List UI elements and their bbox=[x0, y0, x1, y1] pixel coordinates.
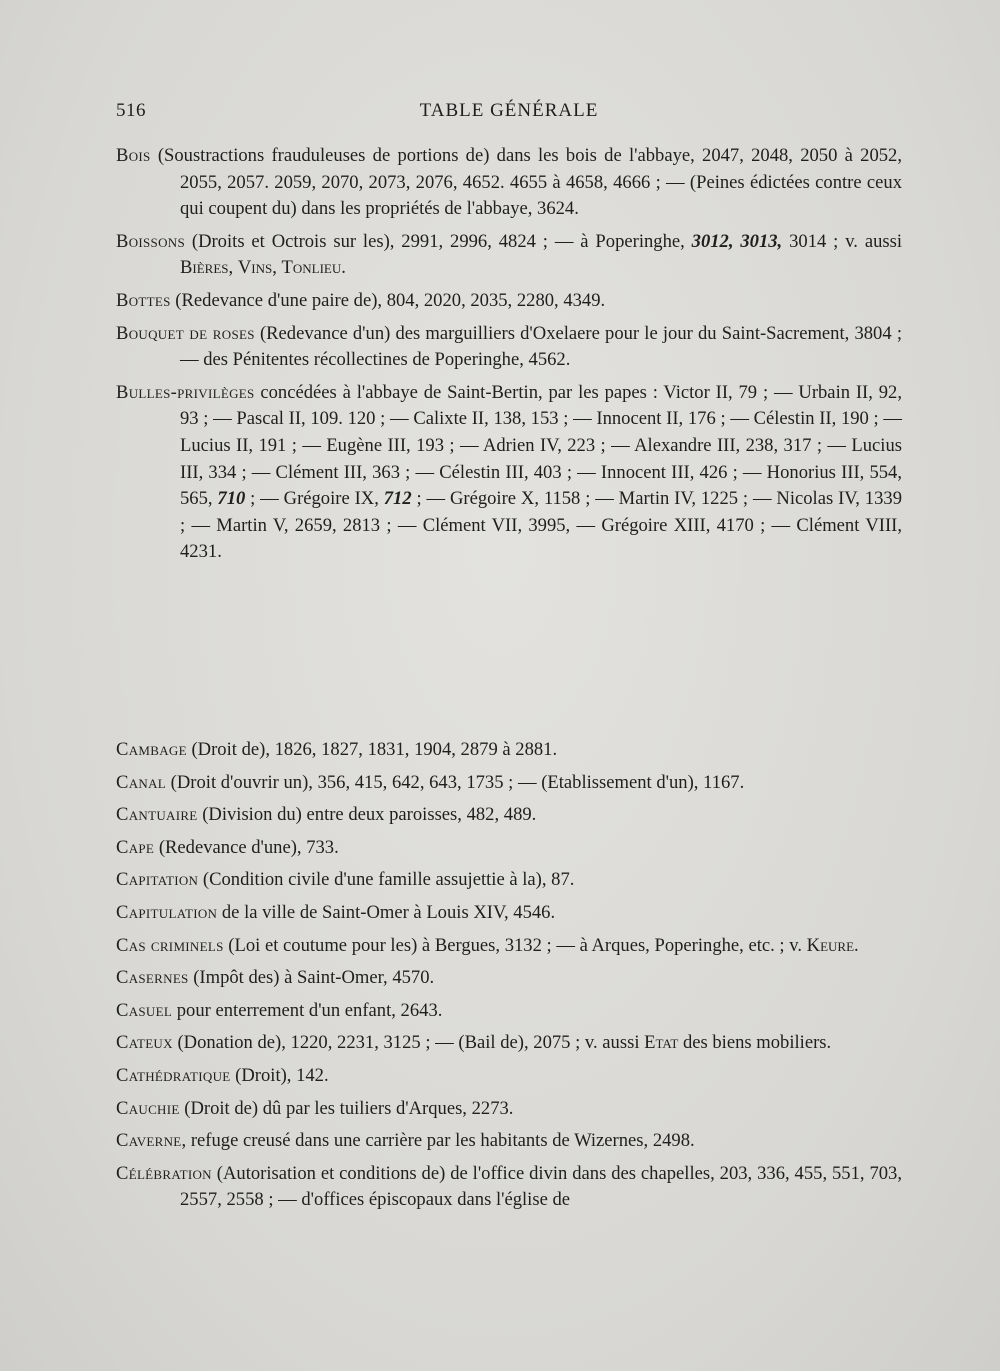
entry-text: (Condition civile d'une famille assujettie à la), 87. bbox=[198, 869, 575, 891]
entry-head: Boissons bbox=[116, 230, 185, 252]
entry-head: Canal bbox=[116, 771, 167, 793]
index-entry-bulles-privileges bbox=[116, 380, 902, 566]
entry-head: Cape bbox=[116, 836, 155, 858]
entry-head: Capitation bbox=[116, 869, 199, 891]
index-entry-bouquet-de-roses bbox=[116, 321, 902, 374]
entry-text: (Donation de), 1220, 2231, 3125 ; — (Bail de), 2075 ; v. aussi bbox=[172, 1032, 645, 1054]
entry-text: ; — Grégoire X, 1158 ; — Martin IV, 1225 ; — Nicolas IV, 1339 ; — Martin V, 2659, 2813 ; — Clément VII, 3995, — Grégoire XIII, 4170 ; — Clément VIII, 4231. bbox=[180, 488, 902, 563]
cross-reference: Tonlieu bbox=[281, 257, 342, 279]
index-entry-cantuaire bbox=[116, 802, 902, 829]
page-number: 516 bbox=[116, 100, 146, 121]
index-entry-cas-criminels bbox=[116, 933, 902, 960]
entry-text: (Soustractions frauduleuses de portions de) dans les bois de l'abbaye, 2047, 2048, 2050 à 2052, 2055, 2057. 2059, 2070, 2073, 2076, 4652. 4655 à 4658, 4666 ; — (Peines édictées contre ceux qui coupent du) dans les propriétés de l'abbaye, 3624. bbox=[150, 145, 902, 220]
index-entry-cambage bbox=[116, 737, 902, 764]
entry-text: ; — Grégoire IX, bbox=[245, 488, 384, 510]
entry-italic-ref: 712 bbox=[383, 488, 412, 510]
entry-head: Bois bbox=[116, 145, 151, 166]
entry-head: Cantuaire bbox=[116, 804, 198, 826]
entry-text: de la ville de Saint-Omer à Louis XIV, 4546. bbox=[217, 901, 556, 923]
entry-head: Caverne bbox=[116, 1130, 182, 1152]
entry-head: Casuel bbox=[116, 999, 173, 1021]
entry-head: Cateux bbox=[116, 1032, 173, 1054]
running-title: TABLE GÉNÉRALE bbox=[419, 100, 599, 121]
index-entry-cape bbox=[116, 835, 902, 862]
entry-head: Casernes bbox=[116, 967, 189, 989]
index-entry-boissons bbox=[116, 229, 902, 282]
entry-text: (Droit), 142. bbox=[230, 1064, 329, 1086]
entry-text: (Droit de), 1826, 1827, 1831, 1904, 2879 à 2881. bbox=[186, 739, 558, 760]
entry-text: 3014 ; v. aussi bbox=[782, 230, 903, 252]
entry-text: des biens mobiliers. bbox=[678, 1032, 832, 1054]
entry-head: Cathédratique bbox=[116, 1064, 231, 1086]
entry-head: Capitulation bbox=[116, 901, 218, 923]
entry-text: (Droit de) dû par les tuiliers d'Arques, 2273. bbox=[179, 1097, 514, 1119]
entry-text: (Autorisation et conditions de) de l'office divin dans des chapelles, 203, 336, 455, 551, 703, 2557, 2558 ; — d'offices épiscopaux dans l'église de bbox=[180, 1162, 902, 1211]
index-entry-canal bbox=[116, 770, 902, 797]
cross-reference: Vins bbox=[237, 257, 273, 279]
index-entry-caverne bbox=[116, 1128, 902, 1155]
index-entry-bottes bbox=[116, 288, 902, 315]
entry-head: Cambage bbox=[116, 739, 187, 760]
index-entry-capitation bbox=[116, 867, 902, 894]
entry-italic-ref: 710 bbox=[217, 488, 246, 510]
entry-italic-ref: 3012, 3013, bbox=[691, 230, 783, 252]
entry-text: (Loi et coutume pour les) à Bergues, 3132 ; — à Arques, Poperinghe, etc. ; v. bbox=[223, 934, 807, 956]
entry-head: Cas criminels bbox=[116, 934, 224, 956]
entry-head: Bulles-privilèges bbox=[116, 381, 255, 403]
cross-reference: Etat bbox=[644, 1032, 679, 1054]
entry-text: (Redevance d'une paire de), 804, 2020, 2035, 2280, 4349. bbox=[170, 289, 606, 311]
entry-text: (Division du) entre deux paroisses, 482, 489. bbox=[197, 804, 537, 826]
entry-head: Bouquet de roses bbox=[116, 322, 255, 344]
entry-text: . bbox=[341, 257, 346, 279]
entry-text: (Droit d'ouvrir un), 356, 415, 642, 643, 1735 ; — (Etablissement d'un), 1167. bbox=[166, 771, 745, 793]
cross-reference: Bières bbox=[180, 257, 229, 279]
index-entry-cathedratique bbox=[116, 1063, 902, 1090]
index-entry-cateux bbox=[116, 1030, 902, 1057]
index-entry-casernes bbox=[116, 965, 902, 992]
entry-text: , bbox=[228, 257, 238, 279]
entry-text: (Redevance d'une), 733. bbox=[154, 836, 339, 858]
entry-text: , bbox=[272, 257, 282, 279]
entry-text: (Droits et Octrois sur les), 2991, 2996, 4824 ; — à Poperinghe, bbox=[185, 230, 692, 252]
entry-text: pour enterrement d'un enfant, 2643. bbox=[172, 999, 443, 1021]
index-entry-casuel bbox=[116, 998, 902, 1025]
index-entry-bois bbox=[116, 143, 902, 223]
index-entry-cauchie bbox=[116, 1096, 902, 1123]
entry-head: Célébration bbox=[116, 1162, 212, 1184]
entry-text: , refuge creusé dans une carrière par les habitants de Wizernes, 2498. bbox=[181, 1130, 695, 1152]
index-entry-celebration bbox=[116, 1161, 902, 1214]
entry-text: . bbox=[854, 934, 859, 956]
cross-reference: Keure bbox=[806, 934, 855, 956]
entry-head: Cauchie bbox=[116, 1097, 180, 1119]
page-header bbox=[116, 100, 902, 128]
entry-text: (Impôt des) à Saint-Omer, 4570. bbox=[188, 967, 435, 989]
index-entry-capitulation bbox=[116, 900, 902, 927]
index-section-b bbox=[116, 143, 902, 572]
entry-text: (Redevance d'un) des marguilliers d'Oxelaere pour le jour du Saint-Sacrement, 3804 ; — des Pénitentes récollectines de Poperinghe, 4562. bbox=[180, 322, 902, 371]
entry-head: Bottes bbox=[116, 289, 171, 311]
index-section-c bbox=[116, 737, 902, 1220]
entry-text: concédées à l'abbaye de Saint-Bertin, par les papes : Victor II, 79 ; — Urbain II, 92, 93 ; — Pascal II, 109. 120 ; — Calixte II, 138, 153 ; — Innocent II, 176 ; — Célestin II, 190 ; — Lucius II, 191 ; — Eugène III, 193 ; — Adrien IV, 223 ; — Alexandre III, 238, 317 ; — Lucius III, 334 ; — Clément III, 363 ; — Célestin III, 403 ; — Innocent III, 426 ; — Honorius III, 554, 565, bbox=[180, 381, 902, 510]
